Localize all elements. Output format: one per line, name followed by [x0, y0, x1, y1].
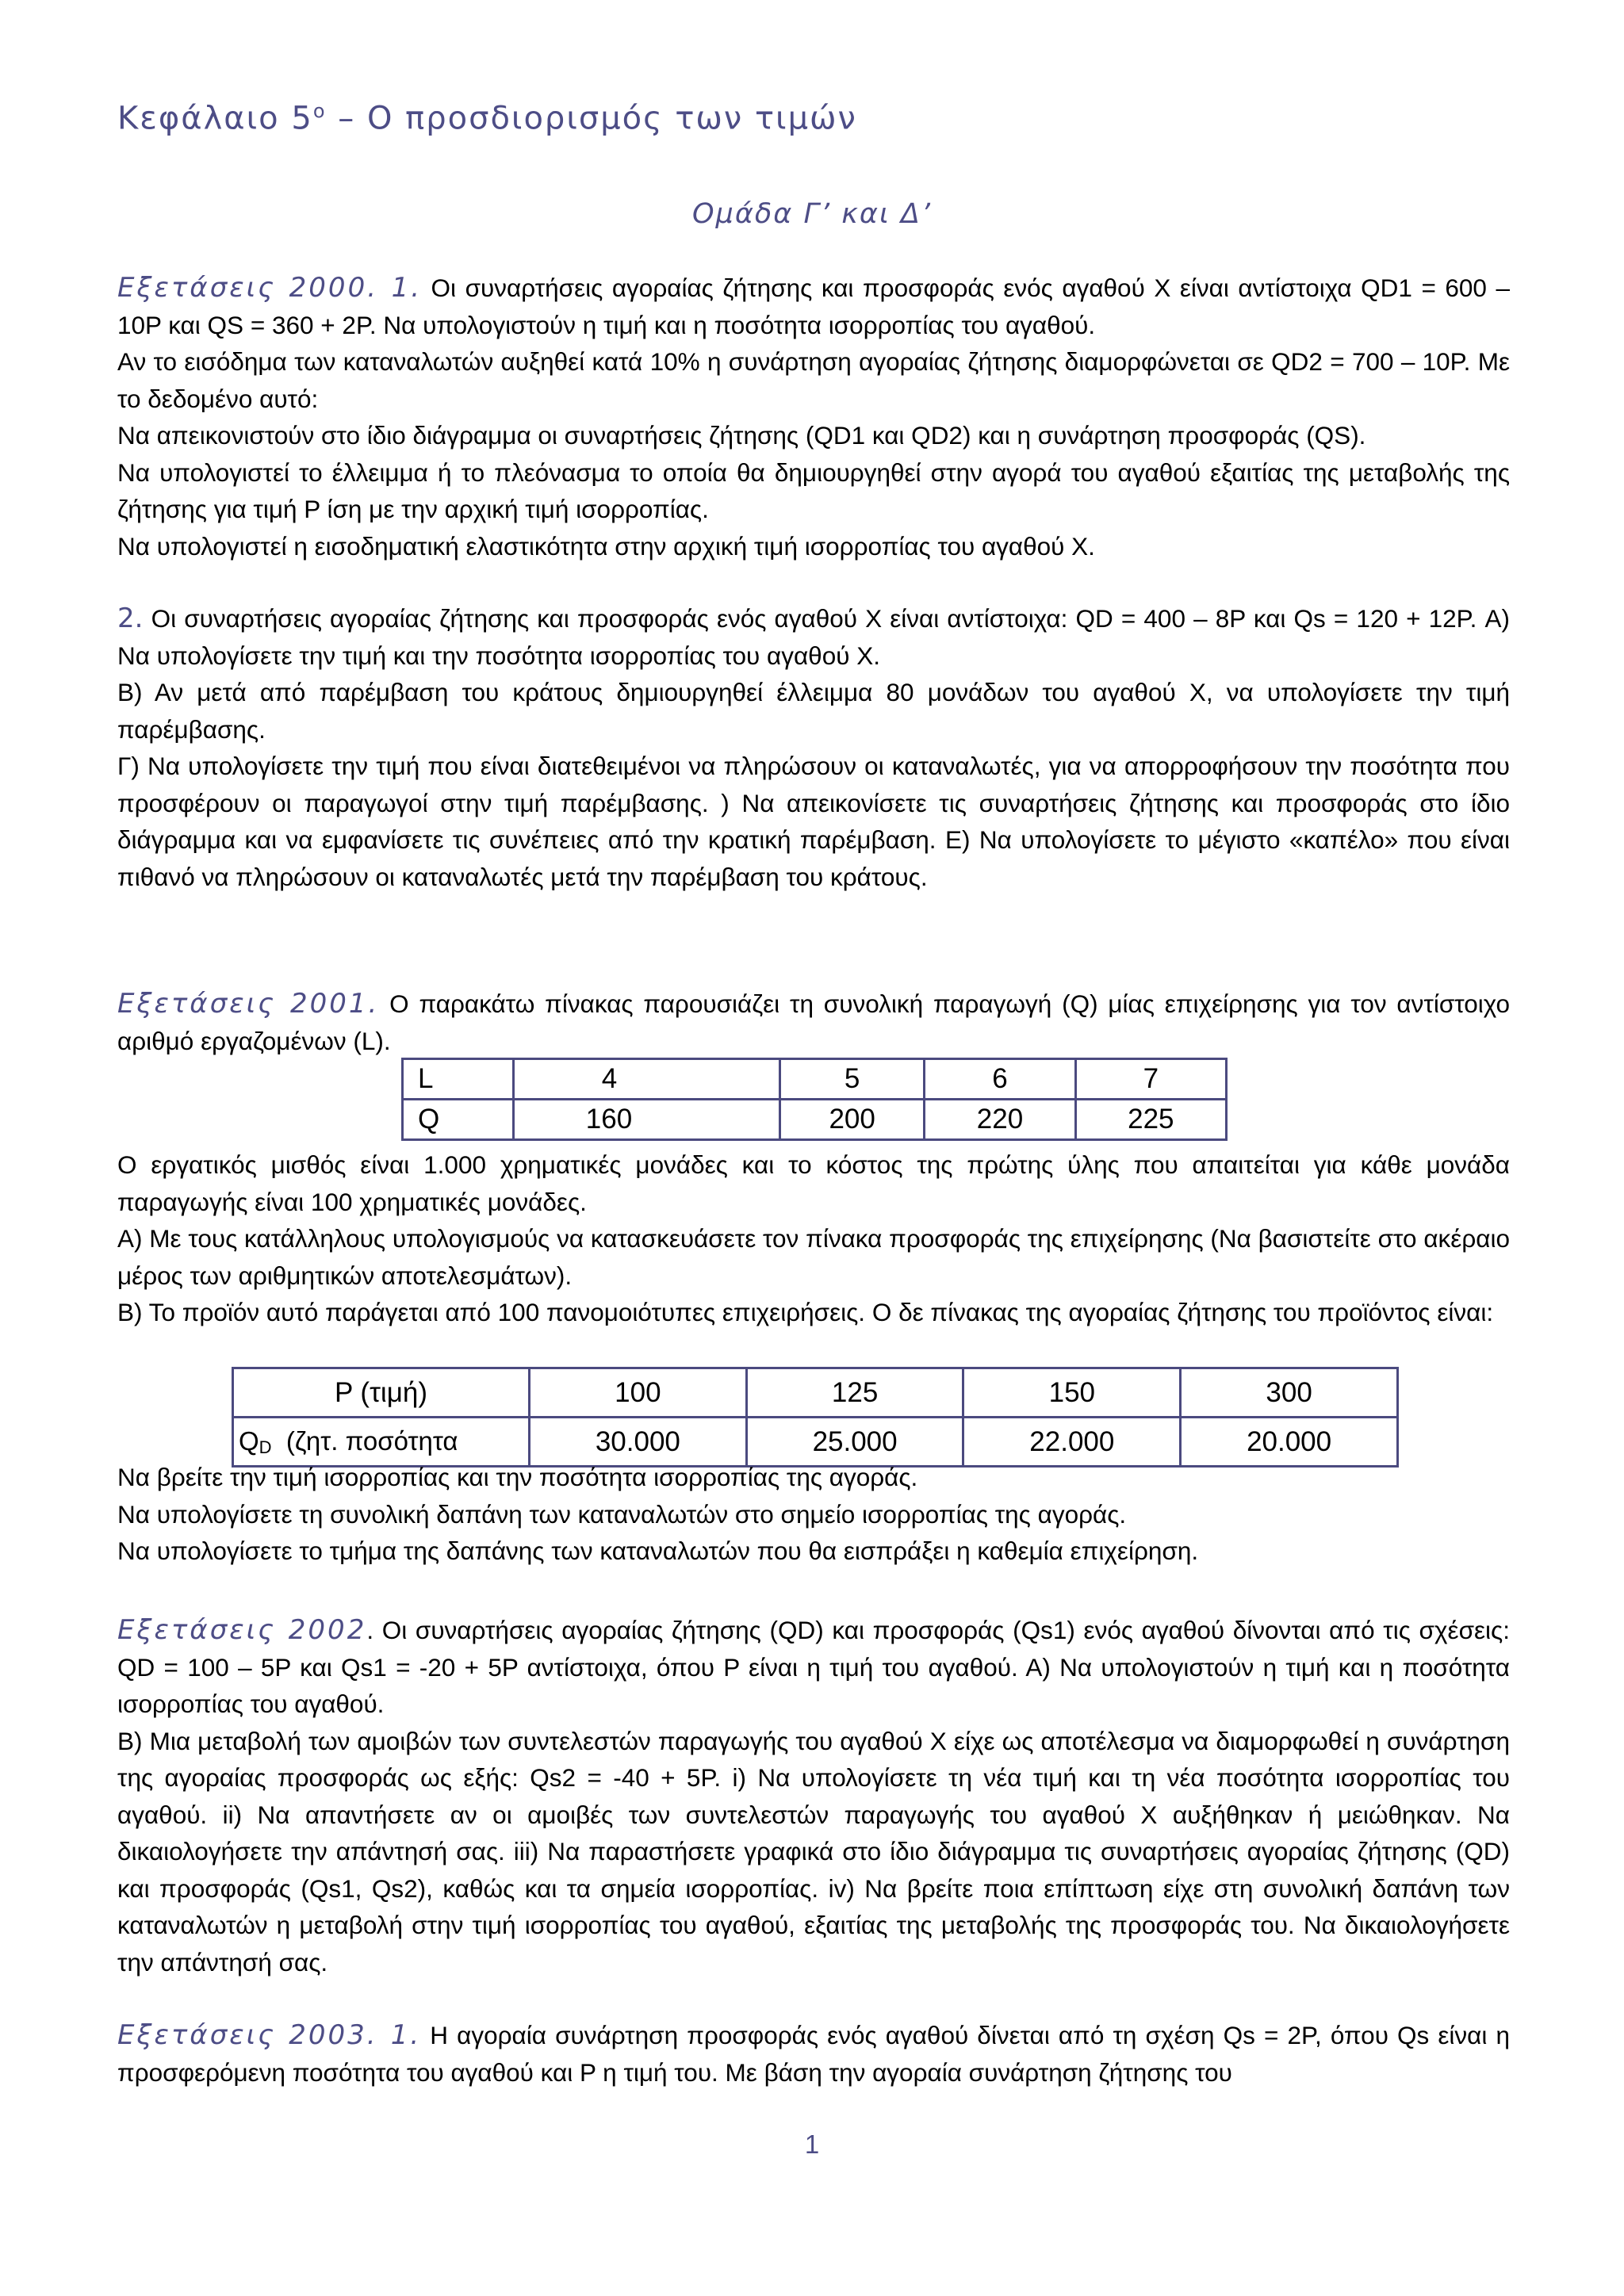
paragraph: Ο εργατικός μισθός είναι 1.000 χρηματικές μονάδες και το κόστος της πρώτης ύλης που απαιτείται για κάθε μονάδα παραγωγής είναι 100 χρηματικές μονάδες.: [117, 1150, 1510, 1216]
table-cell: 4: [513, 1059, 779, 1100]
paragraph: Να υπολογιστεί η εισοδηματική ελαστικότητα στην αρχική τιμή ισορροπίας του αγαθού Χ.: [117, 531, 1095, 561]
table-cell: 150: [963, 1368, 1181, 1418]
section-2002: [117, 1612, 1510, 1980]
section-2003: [117, 2017, 1510, 2091]
table-cell: 225: [1075, 1100, 1226, 1140]
table-cell: 220: [925, 1100, 1075, 1140]
page-number: 1: [804, 2130, 820, 2159]
table-cell: P (τιμή): [233, 1368, 530, 1418]
table-cell: 5: [779, 1059, 924, 1100]
table-cell: QD (ζητ. ποσότητα: [233, 1418, 530, 1467]
paragraph: Εξετάσεις 2001. Ο παρακάτω πίνακας παρουσιάζει τη συνολική παραγωγή (Q) μίας επιχείρησης για τον αντίστοιχο αριθμό εργαζομένων (L).: [117, 988, 1511, 1055]
paragraph: Να υπολογίσετε τη συνολική δαπάνη των καταναλωτών στο σημείο ισορροπίας της αγοράς.: [117, 1499, 1127, 1529]
paragraph: Εξετάσεις 2003. 1. Η αγοραία συνάρτηση προσφοράς ενός αγαθού δίνεται από τη σχέση Qs = 2P, όπου Qs είναι η προσφερόμενη ποσότητα του αγαθού και P η τιμή του. Με βάση την αγοραία συνάρτηση ζήτησης του: [117, 2019, 1511, 2087]
production-table: [401, 1058, 1228, 1141]
paragraph: Εξετάσεις 2002. Οι συναρτήσεις αγοραίας ζήτησης (QD) και προσφοράς (Qs1) ενός αγαθού δίνονται από τις σχέσεις: QD = 100 – 5P και Qs1 = -20 + 5P αντίστοιχα, όπου P είναι η τιμή του αγαθού. Α) Να υπολογιστούν η τιμή και η ποσότητα ισορροπίας του αγαθού.: [117, 1614, 1510, 1718]
paragraph: Να υπολογίσετε το τμήμα της δαπάνης των καταναλωτών που θα εισπράξει η καθεμία επιχείρηση.: [117, 1536, 1199, 1565]
table-row: [403, 1100, 1227, 1140]
table-cell: 7: [1075, 1059, 1226, 1100]
paragraph: Β) Το προϊόν αυτό παράγεται από 100 πανομοιότυπες επιχειρήσεις. Ο δε πίνακας της αγοραίας ζήτησης του προϊόντος είναι:: [117, 1298, 1494, 1326]
paragraph: Α) Με τους κατάλληλους υπολογισμούς να κατασκευάσετε τον πίνακα προσφοράς της επιχείρησης (Να βασιστείτε στο ακέραιο μέρος των αριθμητικών αποτελεσμάτων).: [117, 1224, 1510, 1290]
exam-label: Εξετάσεις 2003. 1.: [117, 2019, 422, 2051]
table-cell: 22.000: [963, 1418, 1181, 1467]
table-row: [233, 1368, 1398, 1418]
table-cell: 20.000: [1181, 1418, 1398, 1467]
group-title: Ομάδα Γ’ και Δ’: [692, 198, 932, 230]
table-cell: 300: [1181, 1368, 1398, 1418]
exam-label: Εξετάσεις 2001.: [117, 988, 380, 1020]
paragraph: Γ) Να υπολογίσετε την τιμή που είναι διατεθειμένοι να πληρώσουν οι καταναλωτές, για να απορροφήσουν την ποσότητα που προσφέρουν οι παραγωγοί στην τιμή παρέμβασης. ) Να απεικονίσετε τις συναρτήσεις ζήτησης και προσφοράς στο ίδιο διάγραμμα και να εμφανίσετε τις συνέπειες από την κρατική παρέμβαση. Ε) Να υπολογίσετε το μέγιστο «καπέλο» που είναι πιθανό να πληρώσουν οι καταναλωτές μετά την παρέμβαση του κράτους.: [117, 752, 1510, 891]
section-2000-1: [117, 270, 1510, 564]
table-cell: Q: [403, 1100, 514, 1140]
table-row: [403, 1059, 1227, 1100]
section-2001-body: [117, 1146, 1510, 1331]
table-cell: 6: [925, 1059, 1075, 1100]
paragraph: 2. Οι συναρτήσεις αγοραίας ζήτησης και προσφοράς ενός αγαθού Χ είναι αντίστοιχα: QD = 400 – 8P και Qs = 120 + 12P. Α) Να υπολογίσετε την τιμή και την ποσότητα ισορροπίας του αγαθού Χ.: [117, 603, 1510, 670]
paragraph: Εξετάσεις 2000. 1. Οι συναρτήσεις αγοραίας ζήτησης και προσφοράς ενός αγαθού Χ είναι αντίστοιχα QD1 = 600 – 10P και QS = 360 + 2P. Να υπολογιστούν η τιμή και η ποσότητα ισορροπίας του αγαθού.: [117, 272, 1510, 339]
table-cell: 30.000: [530, 1418, 747, 1467]
paragraph: Β) Αν μετά από παρέμβαση του κράτους δημιουργηθεί έλλειμμα 80 μονάδων του αγαθού Χ, να υπολογίσετε την τιμή παρέμβασης.: [117, 678, 1510, 744]
exercise-number: 2.: [117, 603, 144, 634]
paragraph: Β) Μια μεταβολή των αμοιβών των συντελεστών παραγωγής του αγαθού Χ είχε ως αποτέλεσμα να διαμορφωθεί η συνάρτηση της αγοραίας προσφοράς ως εξής: Qs2 = -40 + 5P. i) Να υπολογίσετε τη νέα τιμή και τη νέα ποσότητα ισορροπίας του αγαθού. ii) Να απαντήσετε αν οι αμοιβές των συντελεστών παραγωγής του αγαθού Χ αυξήθηκαν ή μειώθηκαν. Να δικαιολογήσετε την απάντησή σας. iii) Να παραστήσετε γραφικά στο ίδιο διάγραμμα τις συναρτήσεις αγοραίας ζήτησης (QD) και προσφοράς (Qs1, Qs2), καθώς και τα σημεία ισορροπίας. iv) Να βρείτε ποια επίπτωση είχε στη συνολική δαπάνη των καταναλωτών η μεταβολή στην τιμή ισορροπίας του αγαθού, εξαιτίας της μεταβολής της προσφοράς του. Να δικαιολογήσετε την απάντησή σας.: [117, 1726, 1510, 1976]
table-cell: 100: [530, 1368, 747, 1418]
section-2001-intro: [117, 985, 1510, 1059]
paragraph: Να υπολογιστεί το έλλειμμα ή το πλεόνασμα το οποία θα δημιουργηθεί στην αγορά του αγαθού εξαιτίας της μεταβολής της ζήτησης για τιμή P ίση με την αρχική τιμή ισορροπίας.: [117, 457, 1510, 523]
table-cell: 160: [513, 1100, 779, 1140]
paragraph: Να βρείτε την τιμή ισορροπίας και την ποσότητα ισορροπίας της αγοράς.: [117, 1463, 918, 1491]
chapter-title: Κεφάλαιο $5^o$ – Ο προσδιορισμός των τιμών: [117, 100, 857, 137]
table-cell: 125: [746, 1368, 963, 1418]
chapter-superscript: ο: [312, 100, 327, 122]
table-cell: 25.000: [746, 1418, 963, 1467]
paragraph: Να απεικονιστούν στο ίδιο διάγραμμα οι συναρτήσεις ζήτησης (QD1 και QD2) και η συνάρτηση προσφοράς (QS).: [117, 421, 1366, 450]
table-cell: 200: [779, 1100, 924, 1140]
demand-table: [232, 1367, 1399, 1468]
table-cell: L: [403, 1059, 514, 1100]
exam-label: Εξετάσεις 2002: [117, 1614, 367, 1646]
section-2000-2: [117, 600, 1510, 895]
exam-label: Εξετάσεις 2000. 1.: [117, 272, 423, 304]
section-2001-end: [117, 1459, 1510, 1570]
paragraph: Αν το εισόδημα των καταναλωτών αυξηθεί κατά 10% η συνάρτηση αγοραίας ζήτησης διαμορφώνεται σε QD2 = 700 – 10P. Με το δεδομένο αυτό:: [117, 347, 1510, 413]
